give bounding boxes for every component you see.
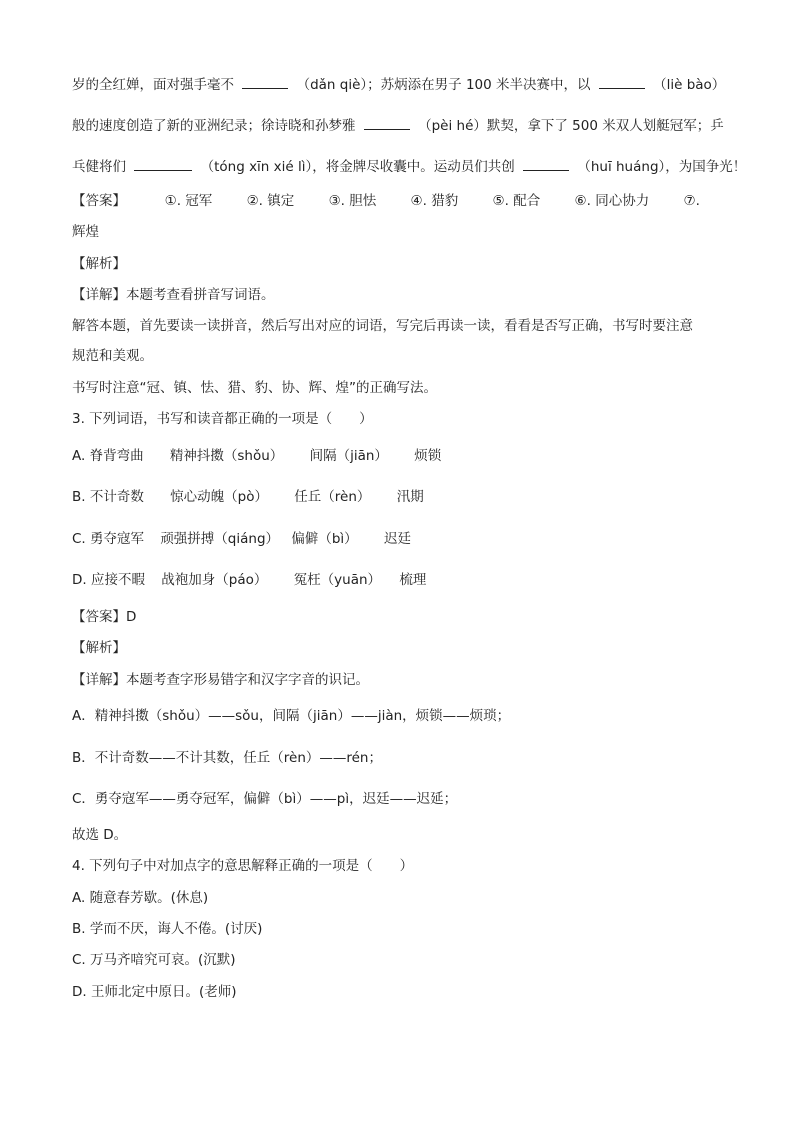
q3-option-d: D. 应接不暇 战袍加身（páo） 冤枉（yuān） 梳理 [72, 572, 427, 588]
q4-option-c: C. 万马齐喑究可哀。(沉默) [72, 952, 236, 968]
answer-blank-4 [134, 156, 192, 171]
answer-blank-3 [364, 115, 410, 130]
answer-continuation: 辉煌 [72, 224, 99, 240]
analysis1-p1b: 规范和美观。 [72, 348, 153, 364]
paragraph-line-1: 岁的全红婵，面对强手毫不 （dǎn qiè）；苏炳添在男子 100 米半决赛中，以 （liè bào） [72, 74, 725, 95]
answer-blank-5 [523, 156, 569, 171]
analysis1-p1: 解答本题，首先要读一读拼音，然后写出对应的词语，写完后再读一读，看看是否写正确，书写时要注意 [72, 318, 693, 334]
answer-item-7: ⑦. [683, 193, 700, 209]
q3-detail: 【详解】本题考查字形易错字和汉字字音的识记。 [72, 672, 369, 688]
q3-option-b: B. 不计奇数 惊心动魄（pò） 任丘（rèn） 汛期 [72, 489, 424, 505]
analysis-label-1: 【解析】 [72, 256, 126, 272]
q3-option-a: A. 脊背弯曲 精神抖擞（shǒu） 间隔（jiān） 烦锁 [72, 448, 442, 464]
answer-item-5: ⑤. 配合 [492, 193, 541, 209]
q3-analysis-a: A．精神抖擞（shǒu）——sǒu，间隔（jiān）——jiàn，烦锁——烦琐； [72, 708, 511, 724]
answer-item-6: ⑥. 同心协力 [574, 193, 650, 209]
q3-analysis-c: C．勇夺寇军——勇夺冠军，偏僻（bì）——pì，迟廷——迟延； [72, 791, 458, 807]
answer-blank-2 [599, 74, 645, 89]
paragraph-line-3: 乓健将们 （tóng xīn xié lì），将金牌尽收囊中。运动员们共创 （huī huáng），为国争光！ [72, 156, 746, 177]
answer-label: 【答案】 [72, 193, 126, 209]
q3-choice: 故选 D。 [72, 827, 128, 843]
answer-item-1: ①. 冠军 [164, 193, 213, 209]
answer-item-2: ②. 镇定 [246, 193, 295, 209]
q3-analysis-b: B．不计奇数——不计其数，任丘（rèn）——rén； [72, 750, 382, 766]
answer-item-4: ④. 猎豹 [410, 193, 459, 209]
q3-analysis-label: 【解析】 [72, 640, 126, 656]
paragraph-line-2: 般的速度创造了新的亚洲纪录；徐诗晓和孙梦雅 （pèi hé）默契，拿下了 500 米双人划艇冠军；乒 [72, 115, 724, 136]
answer-item-3: ③. 胆怯 [328, 193, 377, 209]
detail-1: 【详解】本题考查看拼音写词语。 [72, 287, 275, 303]
q4-option-a: A. 随意春芳歇。(休息) [72, 890, 209, 906]
q4-option-d: D. 王师北定中原日。(老师) [72, 984, 237, 1000]
q4-option-b: B. 学而不厌，诲人不倦。(讨厌) [72, 921, 263, 937]
answer-blank-1 [242, 74, 288, 89]
question-3-stem: 3. 下列词语，书写和读音都正确的一项是（ ） [72, 411, 373, 427]
question-4-stem: 4. 下列句子中对加点字的意思解释正确的一项是（ ） [72, 858, 414, 874]
analysis1-p2: 书写时注意“冠、镇、怯、猎、豹、协、辉、煌”的正确写法。 [72, 380, 437, 396]
q3-answer: 【答案】D [72, 609, 137, 625]
answer-line [72, 191, 700, 211]
q3-option-c: C. 勇夺寇军 顽强拼搏（qiáng） 偏僻（bì） 迟廷 [72, 531, 411, 547]
